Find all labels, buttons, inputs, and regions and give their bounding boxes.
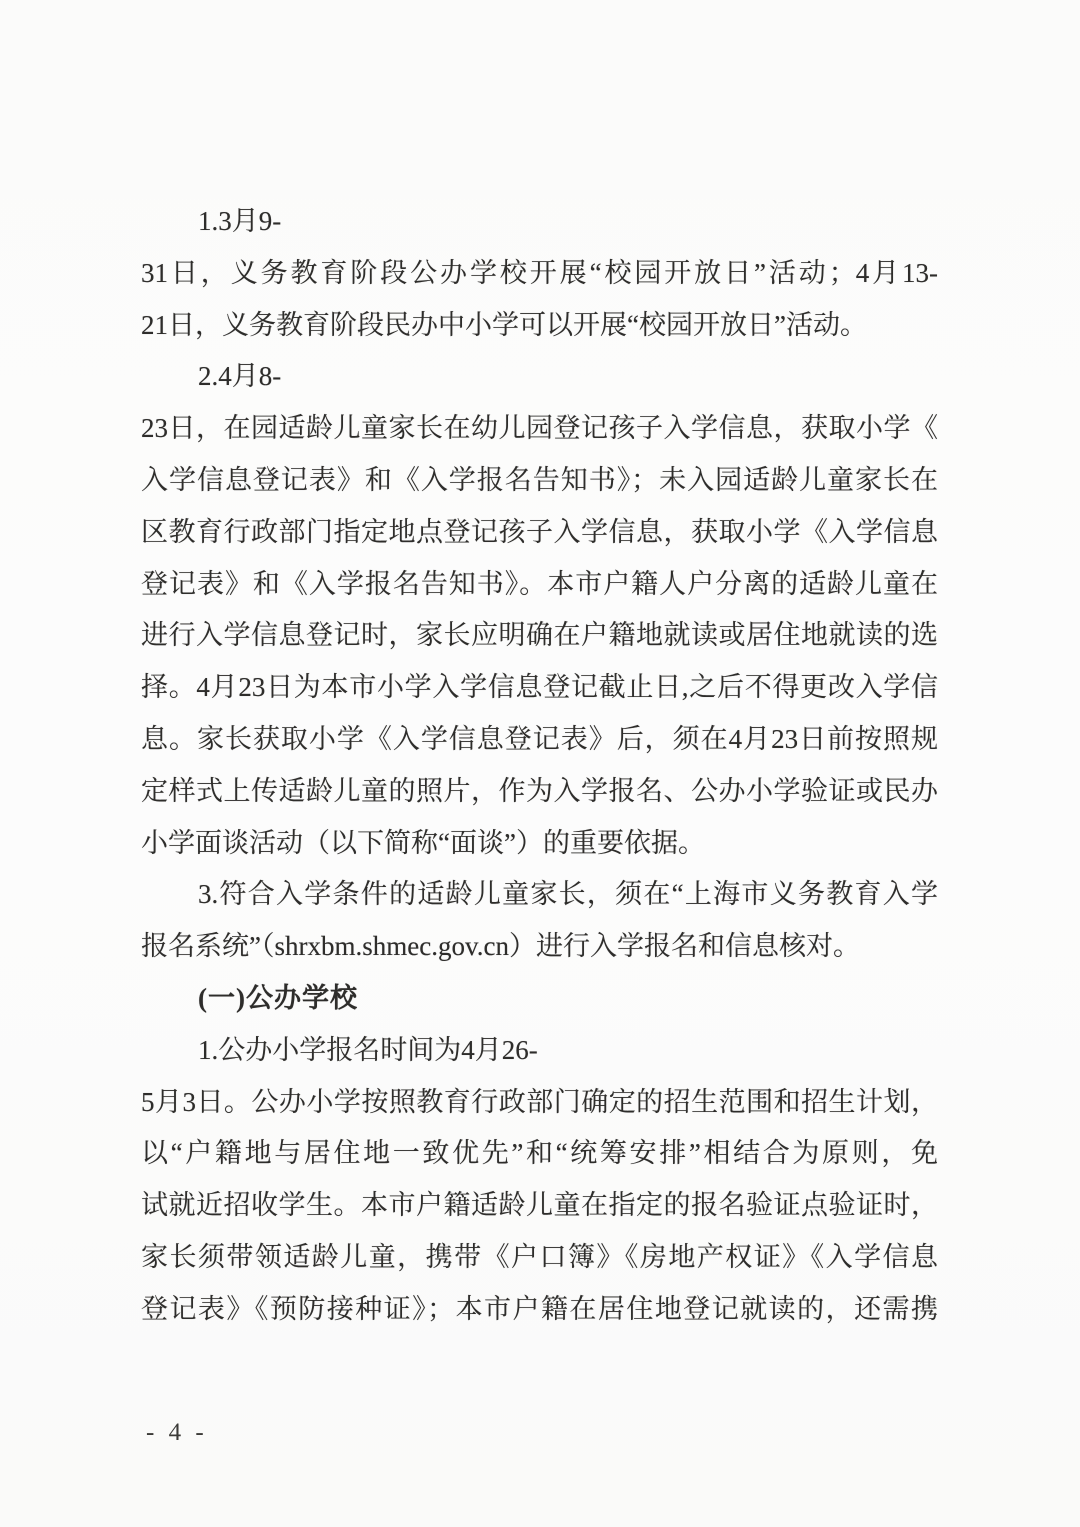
text-line: 择。4月23日为本市小学入学信息登记截止日,之后不得更改入学信 [141,672,938,703]
text-line: 小学面谈活动（以下简称“面谈”）的重要依据。 [141,827,705,858]
text-line: 定样式上传适龄儿童的照片，作为入学报名、公办小学验证或民办 [141,775,938,806]
text-line: 1.3月9- [198,206,282,236]
text-line: 试就近招收学生。本市户籍适龄儿童在指定的报名验证点验证时， [141,1190,938,1221]
text-line: 登记表》和《入学报名告知书》。本市户籍人户分离的适龄儿童在 [141,568,938,599]
text-line: 2.4月8- [198,361,282,392]
text-line: 息。家长获取小学《入学信息登记表》后，须在4月23日前按照规 [141,723,938,754]
body-text-block [141,196,938,1336]
text-line: 报名系统”（shrxbm.shmec.gov.cn）进行入学报名和信息核对。 [141,931,860,962]
text-line: 入学信息登记表》和《入学报名告知书》；未入园适龄儿童家长在 [141,464,938,495]
text-line: 21日，义务教育阶段民办中小学可以开展“校园开放日”活动。 [141,309,867,340]
text-line: 登记表》《预防接种证》；本市户籍在居住地登记就读的，还需携 [141,1293,938,1324]
page-number: - 4 - [146,1419,208,1446]
section-heading: (一)公办学校 [198,982,358,1013]
text-line: 5月3日。公办小学按照教育行政部门确定的招生范围和招生计划， [141,1086,938,1117]
text-line: 家长须带领适龄儿童，携带《户口簿》《房地产权证》《入学信息 [141,1241,938,1272]
text-line: 31日，义务教育阶段公办学校开展“校园开放日”活动；4月13- [141,257,938,288]
text-line: 进行入学信息登记时，家长应明确在户籍地就读或居住地就读的选 [141,620,938,651]
text-line: 区教育行政部门指定地点登记孩子入学信息，获取小学《入学信息 [141,516,938,547]
text-line: 3.符合入学条件的适龄儿童家长，须在“上海市义务教育入学 [198,879,938,910]
text-line: 23日，在园适龄儿童家长在幼儿园登记孩子入学信息，获取小学《 [141,413,938,444]
text-line: 以“户籍地与居住地一致优先”和“统筹安排”相结合为原则，免 [141,1138,938,1169]
text-line: 1.公办小学报名时间为4月26- [198,1034,538,1065]
